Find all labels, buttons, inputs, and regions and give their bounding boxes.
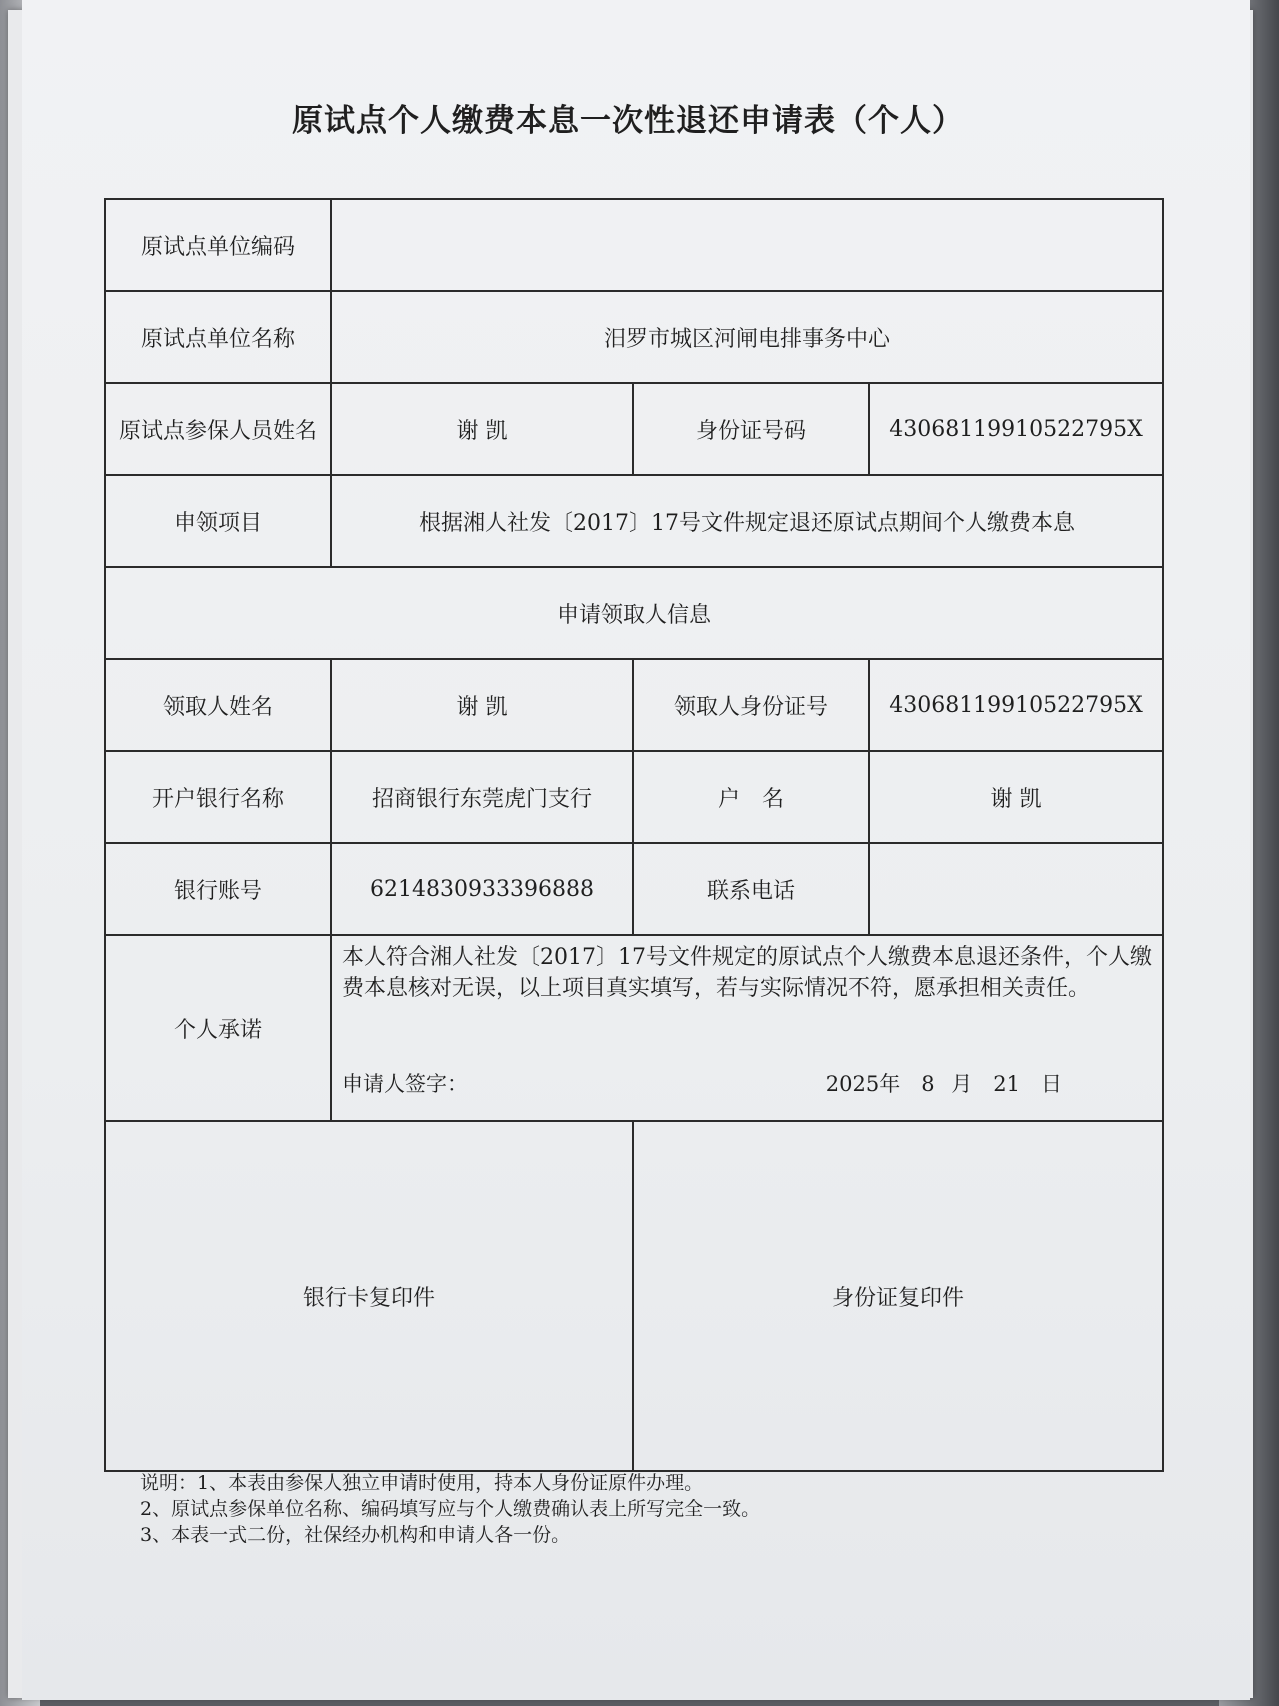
copies-row bbox=[105, 1121, 1163, 1471]
applicant-name-label: 领取人姓名 bbox=[105, 659, 331, 751]
note-item: 3、本表一式二份，社保经办机构和申请人各一份。 bbox=[140, 1524, 571, 1546]
bank-row bbox=[105, 751, 1163, 843]
unit-code-value bbox=[331, 199, 1163, 291]
account-row bbox=[105, 843, 1163, 935]
insured-row bbox=[105, 383, 1163, 475]
note-item: 说明：1、本表由参保人独立申请时使用，持本人身份证原件办理。 bbox=[140, 1472, 704, 1494]
application-form-table bbox=[104, 198, 1164, 1472]
commitment-text: 本人符合湘人社发〔2017〕17号文件规定的原试点个人缴费本息退还条件，个人缴费本息核对无误，以上项目真实填写，若与实际情况不符，愿承担相关责任。 bbox=[342, 945, 1152, 1001]
unit-name-value: 汨罗市城区河闸电排事务中心 bbox=[331, 291, 1163, 383]
applicant-section-heading: 申请领取人信息 bbox=[105, 567, 1163, 659]
bank-name-label: 开户银行名称 bbox=[105, 751, 331, 843]
signature-line bbox=[342, 1068, 1062, 1098]
account-number-label: 银行账号 bbox=[105, 843, 331, 935]
claim-item-label: 申领项目 bbox=[105, 475, 331, 567]
phone-value bbox=[869, 843, 1163, 935]
form-title: 原试点个人缴费本息一次性退还申请表（个人） bbox=[292, 103, 964, 139]
unit-code-row bbox=[105, 199, 1163, 291]
applicant-id-value: 43068119910522795X bbox=[869, 659, 1163, 751]
applicant-id-label: 领取人身份证号 bbox=[633, 659, 869, 751]
commitment-label: 个人承诺 bbox=[105, 935, 331, 1121]
claim-item-row bbox=[105, 475, 1163, 567]
insured-name-label: 原试点参保人员姓名 bbox=[105, 383, 331, 475]
insured-name-value: 谢 凯 bbox=[331, 383, 633, 475]
bank-name-value: 招商银行东莞虎门支行 bbox=[331, 751, 633, 843]
bank-card-copy-area: 银行卡复印件 bbox=[105, 1121, 633, 1471]
unit-name-row bbox=[105, 291, 1163, 383]
account-number-value: 6214830933396888 bbox=[331, 843, 633, 935]
commitment-content bbox=[331, 935, 1163, 1121]
applicant-section-row bbox=[105, 567, 1163, 659]
applicant-name-row bbox=[105, 659, 1163, 751]
form-paper bbox=[22, 0, 1250, 1700]
signature-label: 申请人签字： bbox=[342, 1072, 468, 1096]
commitment-row bbox=[105, 935, 1163, 1121]
insured-id-label: 身份证号码 bbox=[633, 383, 869, 475]
insured-id-value: 43068119910522795X bbox=[869, 383, 1163, 475]
unit-code-label: 原试点单位编码 bbox=[105, 199, 331, 291]
form-notes bbox=[140, 1470, 760, 1548]
signature-date: 2025年 8 月 21 日 bbox=[825, 1072, 1062, 1096]
applicant-name-value: 谢 凯 bbox=[331, 659, 633, 751]
phone-label: 联系电话 bbox=[633, 843, 869, 935]
account-name-label: 户 名 bbox=[633, 751, 869, 843]
account-name-value: 谢 凯 bbox=[869, 751, 1163, 843]
note-item: 2、原试点参保单位名称、编码填写应与个人缴费确认表上所写完全一致。 bbox=[140, 1498, 761, 1520]
claim-item-value: 根据湘人社发〔2017〕17号文件规定退还原试点期间个人缴费本息 bbox=[331, 475, 1163, 567]
unit-name-label: 原试点单位名称 bbox=[105, 291, 331, 383]
id-card-copy-area: 身份证复印件 bbox=[633, 1121, 1163, 1471]
